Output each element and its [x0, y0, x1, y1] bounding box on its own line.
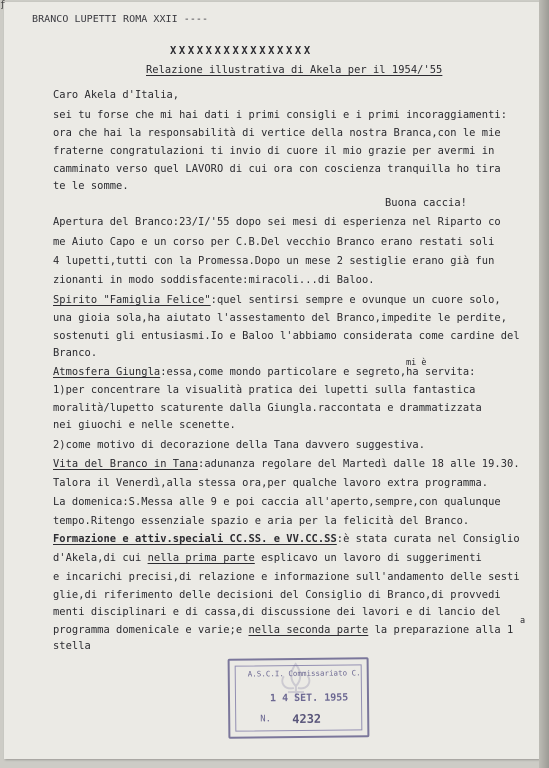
greeting: Buona caccia!	[385, 197, 467, 209]
giungla-line-5: 2)come motivo di decorazione della Tana davvero suggestiva.	[53, 439, 426, 451]
document-header: BRANCO LUPETTI ROMA XXII ----	[32, 14, 209, 25]
salutation: Caro Akela d'Italia,	[53, 89, 180, 101]
intro-line-5: te le somme.	[53, 180, 129, 192]
vita-heading: Vita del Branco in Tana	[53, 458, 199, 470]
formazione-line-6	[53, 624, 513, 637]
prima-parte-phrase: nella prima parte	[147, 552, 255, 564]
apertura-line-1: Apertura del Branco:23/I/'55 dopo sei mesi di esperienza nel Riparto co	[53, 216, 501, 228]
formazione-text-6c: la preparazione alla 1	[368, 624, 514, 636]
formazione-line-5: menti disciplinari e di cassa,di discussione dei lavori e di lancio del	[53, 606, 501, 618]
stamp-number: 4232	[292, 711, 322, 727]
vita-line-1	[53, 458, 520, 471]
intro-line-4: camminato verso quel LAVORO di cui ora con coscienza tranquilla ho tira	[53, 163, 501, 175]
intro-line-2: ora che hai la responsabilità di vertice della nostra Branca,con le mie	[53, 127, 501, 139]
corner-mark: ƒ	[0, 0, 6, 10]
stamp-date: 1 4 SET. 1955	[269, 692, 349, 705]
intro-line-1: sei tu forse che mi hai dati i primi consigli e i primi incoraggiamenti:	[53, 109, 508, 121]
formazione-text-6a: programma domenicale e varie;e	[53, 624, 249, 636]
spirito-heading: Spirito "Famiglia Felice"	[53, 294, 211, 306]
giungla-line-3: moralità/lupetto scaturente dalla Giungla.raccontata e drammatizzata	[53, 402, 482, 414]
page-edge	[539, 0, 549, 768]
formazione-line-2	[53, 552, 482, 565]
formazione-heading: Formazione e attiv.speciali CC.SS. e VV.CC.SS	[53, 533, 337, 545]
giungla-heading: Atmosfera Giungla	[53, 366, 161, 378]
vita-line-3: La domenica:S.Messa alle 9 e poi caccia all'aperto,sempre,con qualunque	[53, 496, 501, 508]
vita-text-1: :adunanza regolare del Martedì dalle 18 alle 19.30.	[198, 458, 520, 470]
intro-line-3: fraterne congratulazioni ti invio di cuore il mio grazie per avermi in	[53, 145, 495, 157]
formazione-superscript: a	[520, 616, 526, 626]
spirito-line-4: Branco.	[53, 347, 98, 359]
formazione-line-4: glie,di riferimento delle decisioni del Consiglio di Branco,di provvedi	[53, 589, 501, 601]
formazione-line-1	[53, 533, 520, 546]
spirito-line-2: una gioia sola,ha aiutato l'assestamento del Branco,impedite le perdite,	[53, 312, 508, 324]
apertura-line-4: zionanti in modo soddisfacente:miracoli...di Baloo.	[53, 274, 375, 286]
stamp-number-label: N.	[260, 714, 272, 725]
formazione-text-2c: esplicavo un lavoro di suggerimenti	[254, 552, 482, 564]
giungla-line-2: 1)per concentrare la visualità pratica dei lupetti sulla fantastica	[53, 384, 476, 396]
stamp-issuer: A.S.C.I. Commissariato C.	[247, 668, 361, 679]
giungla-insertion: mi è	[406, 358, 427, 368]
registration-stamp	[228, 657, 370, 738]
spirito-line-3: sostenuti gli entusiasmi.Io e Baloo l'abbiamo considerata come cardine del	[53, 330, 520, 342]
apertura-line-3: 4 lupetti,tutti con la Promessa.Dopo un mese 2 sestiglie erano già fun	[53, 255, 495, 267]
vita-line-2: Talora il Venerdì,alla stessa ora,per qualche lavoro extra programma.	[53, 477, 489, 489]
formazione-line-7: stella	[53, 640, 91, 652]
giungla-line-1	[53, 366, 476, 379]
formazione-text-1: :è stata curata nel Consiglio	[336, 533, 520, 545]
seconda-parte-phrase: nella seconda parte	[248, 624, 369, 636]
apertura-line-2: me Aiuto Capo e un corso per C.B.Del vecchio Branco erano restati soli	[53, 236, 495, 248]
document-page	[4, 2, 539, 759]
giungla-line-4: nei giuochi e nelle scenette.	[53, 419, 236, 431]
formazione-text-2a: d'Akela,di cui	[53, 552, 148, 564]
giungla-text-1: :essa,come mondo particolare e segreto,ha servita:	[160, 366, 476, 378]
document-title: Relazione illustrativa di Akela per il 1954/'55	[146, 64, 443, 76]
separator-line: XXXXXXXXXXXXXXXX	[170, 45, 313, 57]
spirito-text-1: :quel sentirsi sempre e ovunque un cuore solo,	[210, 294, 501, 306]
vita-line-4: tempo.Ritengo essenziale spazio e aria per la felicità del Branco.	[53, 515, 470, 527]
spirito-line-1	[53, 294, 501, 307]
formazione-line-3: e incarichi precisi,di relazione e informazione sull'andamento delle sesti	[53, 571, 520, 583]
